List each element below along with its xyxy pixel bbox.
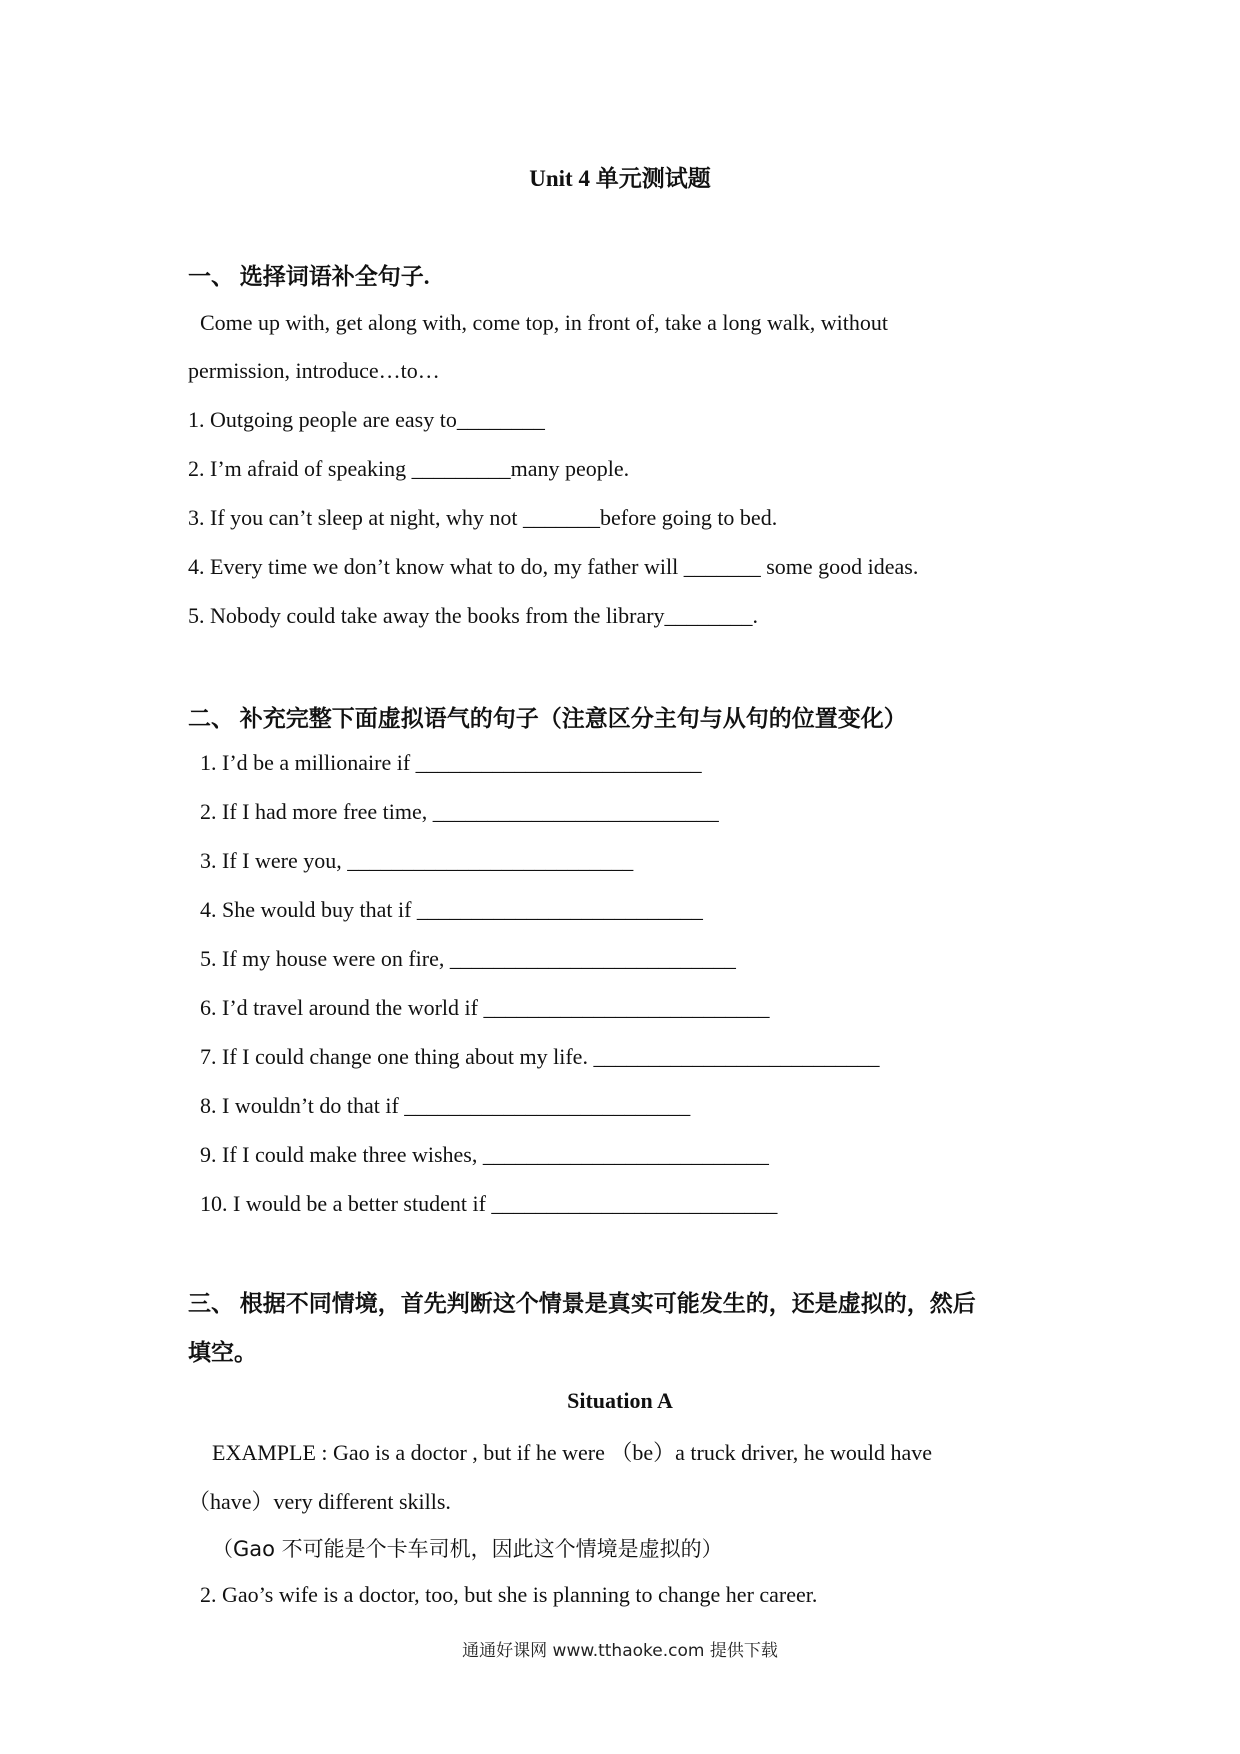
- section-2-item: 8. I wouldn’t do that if __________________________: [200, 1093, 691, 1118]
- section-2-heading: 二、 补充完整下面虚拟语气的句子（注意区分主句与从句的位置变化）: [188, 706, 907, 731]
- section-2-item: 1. I’d be a millionaire if __________________________: [200, 750, 702, 775]
- section-2-item: 2. If I had more free time, __________________________: [200, 799, 719, 824]
- section-1-item: 1. Outgoing people are easy to________: [188, 407, 545, 432]
- word-bank-line-2: permission, introduce…to…: [188, 358, 440, 383]
- footer-credit: 通通好课网 www.tthaoke.com 提供下载: [462, 1641, 778, 1661]
- section-1-heading: 一、 选择词语补全句子.: [188, 264, 430, 289]
- section-2-item: 3. If I were you, __________________________: [200, 848, 634, 873]
- section-2-item: 4. She would buy that if __________________________: [200, 897, 703, 922]
- page-title: Unit 4 单元测试题: [529, 166, 711, 191]
- example-line-1: EXAMPLE : Gao is a doctor , but if he were （be）a truck driver, he would have: [212, 1440, 933, 1465]
- section-2-item: 5. If my house were on fire, __________________________: [200, 946, 736, 971]
- section-1-item: 3. If you can’t sleep at night, why not _______before going to bed.: [188, 505, 778, 530]
- example-line-2: （have）very different skills.: [188, 1489, 451, 1514]
- section-3-item: 2. Gao’s wife is a doctor, too, but she is planning to change her career.: [200, 1582, 818, 1607]
- section-2-item: 6. I’d travel around the world if __________________________: [200, 995, 770, 1020]
- section-3-heading-line-2: 填空。: [188, 1340, 257, 1365]
- section-1-item: 2. I’m afraid of speaking _________many people.: [188, 456, 630, 481]
- situation-a-heading: Situation A: [567, 1388, 673, 1413]
- section-2-item: 9. If I could make three wishes, __________________________: [200, 1142, 769, 1167]
- section-3-heading-line-1: 三、 根据不同情境，首先判断这个情景是真实可能发生的，还是虚拟的，然后: [188, 1291, 976, 1316]
- example-note: （Gao 不可能是个卡车司机，因此这个情境是虚拟的）: [212, 1537, 723, 1561]
- word-bank-line-1: Come up with, get along with, come top, in front of, take a long walk, without: [200, 310, 888, 335]
- section-1-item: 4. Every time we don’t know what to do, my father will _______ some good ideas.: [188, 554, 919, 579]
- section-1-item: 5. Nobody could take away the books from the library________.: [188, 603, 759, 628]
- section-2-item: 10. I would be a better student if __________________________: [200, 1191, 778, 1216]
- section-2-item: 7. If I could change one thing about my life. __________________________: [200, 1044, 880, 1069]
